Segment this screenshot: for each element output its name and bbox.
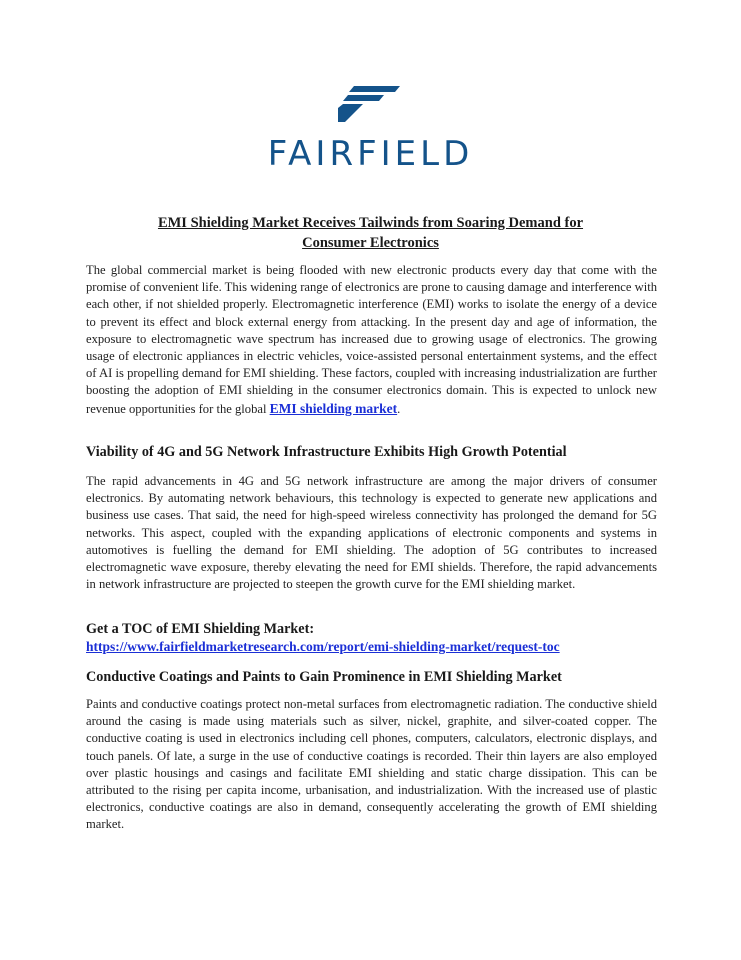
article-title: EMI Shielding Market Receives Tailwinds from Soaring Demand for Consumer Electronics bbox=[157, 215, 584, 251]
toc-label: Get a TOC of EMI Shielding Market: bbox=[86, 621, 315, 637]
section-heading-coatings: Conductive Coatings and Paints to Gain Prominence in EMI Shielding Market bbox=[86, 669, 562, 685]
section-heading-5g: Viability of 4G and 5G Network Infrastructure Exhibits High Growth Potential bbox=[86, 444, 567, 460]
intro-paragraph bbox=[86, 262, 657, 418]
toc-link[interactable]: https://www.fairfieldmarketresearch.com/report/emi-shielding-market/request-toc bbox=[86, 639, 560, 654]
intro-text: The global commercial market is being flooded with new electronic products every day that come with the promise of convenient life. This widening range of electronics are prone to causing damage and interference with each other, if not shielded properly. Electromagnetic interference (EMI) works to isolate the energy of a device to prevent its effect and block external energy from attacking. In the present day and age of information, the exposure to electromagnetic wave spectrum has increased due to growing usage of electronics. The growing usage of electronic appliances in electric vehicles, voice-assisted personal entertainment systems, and the effect of AI is propelling demand for EMI shielding. These factors, coupled with increasing industrialization are further boosting the adoption of EMI shielding in the consumer electronics domain. This is expected to unlock new revenue opportunities for the global bbox=[86, 263, 657, 416]
section-body-5g: The rapid advancements in 4G and 5G network infrastructure are among the major drivers of consumer electronics. By automating network behaviours, this technology is expected to generate new applications and business use cases. That said, the need for high-speed wireless connectivity has prolonged the demand for 5G networks. This aspect, coupled with the expanding applications of electronic components and systems in automotives is fuelling the demand for EMI shielding. The adoption of 5G contributes to increased electromagnetic wave exposure, thereby elevating the need for EMI shields. Therefore, the rapid advancements in network infrastructure are projected to steepen the growth curve for the EMI shielding market. bbox=[86, 474, 657, 592]
emi-shielding-market-link[interactable]: EMI shielding market bbox=[269, 400, 398, 416]
intro-end: . bbox=[397, 401, 401, 416]
fairfield-logo-icon bbox=[338, 86, 404, 122]
logo-wordmark: FAIRFIELD bbox=[267, 134, 474, 174]
section-body-coatings: Paints and conductive coatings protect non-metal surfaces from electromagnetic radiation. The conductive shield around the casing is made using materials such as silver, nickel, graphite, and silver-coated copper. The conductive coating is used in electronics including cell phones, computers, calculators, electronic displays, and touch panels. Of late, a surge in the use of conductive coatings is recorded. Their thin layers are also employed over plastic housings and casings and facilitate EMI shielding and static charge dissipation. This can be attributed to the rising per capita income, urbanisation, and industrialization. With the increased use of plastic electronics, conductive coatings are also in demand, consequently accelerating the growth of EMI shielding market. bbox=[86, 697, 657, 832]
